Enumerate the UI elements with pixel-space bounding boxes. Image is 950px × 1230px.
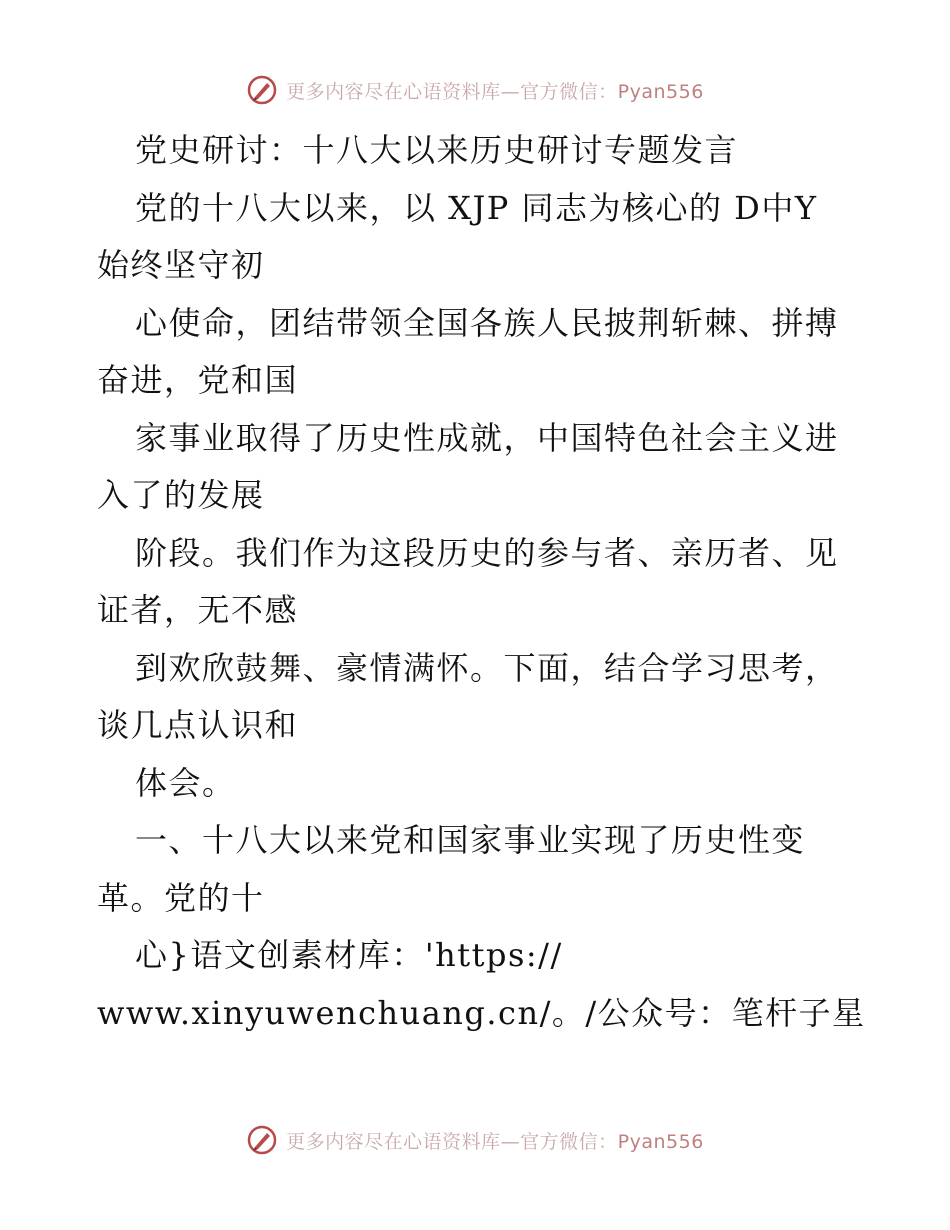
text-line: 奋进，党和国 [97,361,299,399]
text-line: 心}语文创素材库：'https:// [135,936,563,974]
text-line: www.xinyuwenchuang.cn/。/公众号：笔杆子星 [97,993,866,1032]
wechat-id: Pyan556 [617,1130,704,1153]
text-line: 党的十八大以来，以 XJP 同志为核心的 D中Y [135,188,818,227]
text-line: 谈几点认识和 [97,706,299,744]
banner-label: 更多内容尽在心语资料库—官方微信： [286,80,618,103]
text-line: 党史研讨：十八大以来历史研讨专题发言 [135,131,739,169]
text-line: 心使命，团结带领全国各族人民披荆斩棘、拼搏 [135,303,839,342]
text-line: 始终坚守初 [97,246,265,284]
text-line: 证者，无不感 [97,591,299,629]
text-line: 阶段。我们作为这段历史的参与者、亲历者、见 [135,533,839,572]
banner-text [286,1127,704,1154]
pen-logo-icon [246,74,278,106]
text-line: 一、十八大以来党和国家事业实现了历史性变 [135,821,806,859]
document-body [97,122,866,1042]
text-line: 体会。 [135,763,236,802]
pen-logo-icon [246,1124,278,1156]
footer-banner [0,1120,950,1160]
header-banner [0,70,950,110]
text-line: 革。党的十 [97,878,265,917]
text-line: 到欢欣鼓舞、豪情满怀。下面，结合学习思考， [135,648,839,687]
banner-label: 更多内容尽在心语资料库—官方微信： [286,1130,618,1153]
text-line: 家事业取得了历史性成就，中国特色社会主义进 [135,418,839,457]
text-line: 入了的发展 [97,476,265,514]
banner-text [286,77,704,104]
wechat-id: Pyan556 [617,80,704,103]
